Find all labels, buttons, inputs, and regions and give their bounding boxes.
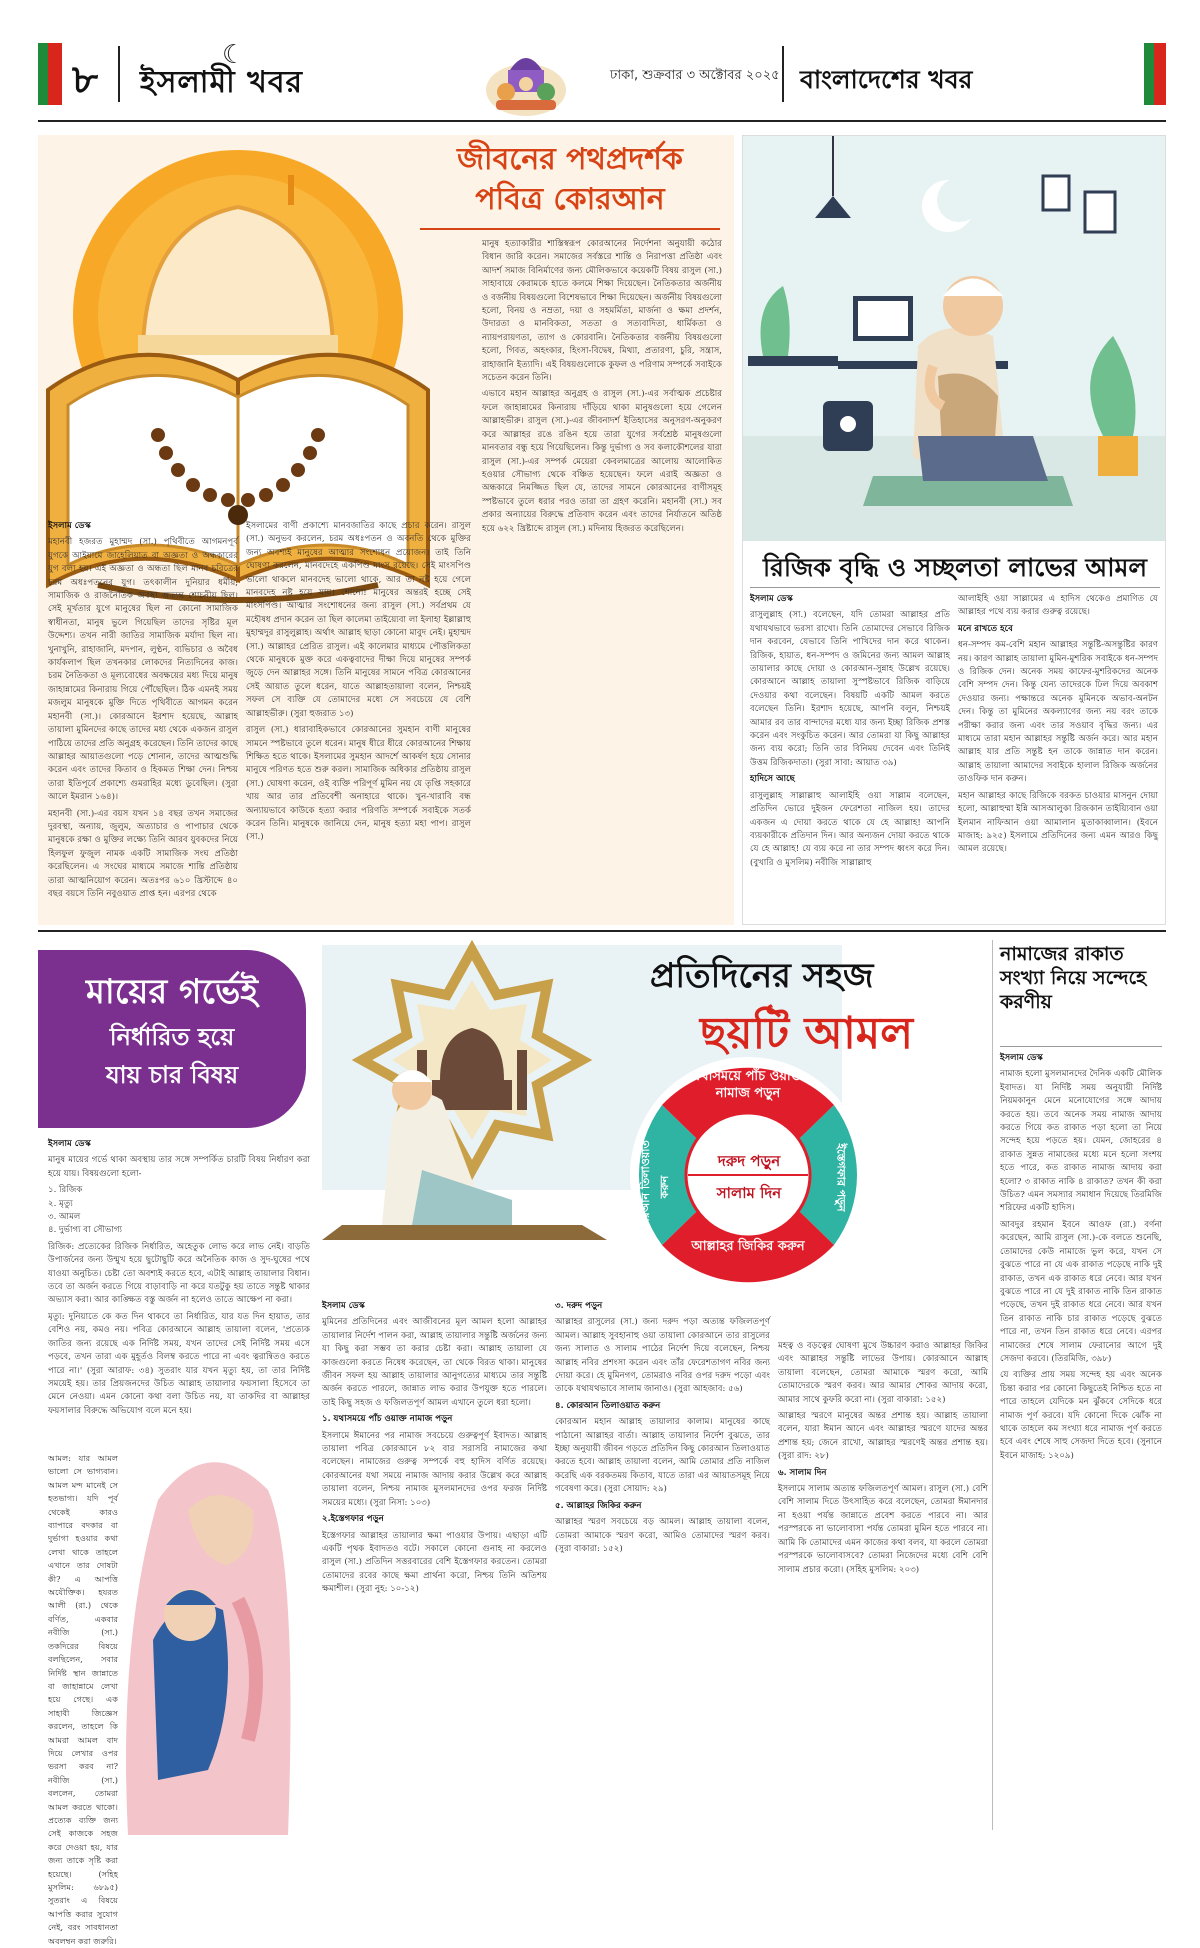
rizik-headline: রিজিক বৃদ্ধি ও সচ্ছলতা লাভের আমল [762, 553, 1148, 582]
daily-subhead: ১. যথাসময়ে পাঁচ ওয়াক্ত নামাজ পড়ুন [322, 1414, 453, 1425]
wheel-label-right: ইস্তেগফার পড়ুন [834, 1143, 848, 1212]
quran-headline-box [420, 140, 720, 230]
namaz-body [1000, 1052, 1162, 1832]
daily-subhead: ২.ইস্তেগফার পড়ুন [322, 1514, 384, 1525]
daily-col3 [778, 1340, 988, 1830]
quran-col2 [246, 520, 471, 918]
header-rule [38, 120, 1166, 122]
daily-col3-para: মহত্ব ও বড়ত্বের ঘোষণা মুখে উচ্চারণ করাও আল্লাহর জিকির এবং আল্লাহর সন্তুষ্টি লাভের উপায়। কোরআনে আল্লাহ তায়ালা বলেছেন, তোমরা আমাকে স্মরণ করো, আমি তোমাদেরকে স্মরণ করব। আর আমার শোকর আদায় করো, আমার সাথে কুফরি করো না। (সুরা বাকারা: ১৫২) [778, 1341, 988, 1405]
mother-para: মৃত্যু: দুনিয়াতে কে কত দিন থাকবে তা নির্ধারিত, যার যত দিন হায়াত, তার বেশিও নয়, কমও নয়। পবিত্র কোরআনে আল্লাহ তায়ালা বলেন, 'প্রত্যেক জাতির জন্য রয়েছে এক নির্দিষ্ট সময়, যখন তাদের সেই নির্দিষ্ট সময় এসে পড়বে, তখন তারা এক মুহূর্তও বিলম্ব করতে পারে না এবং ত্বরান্বিতও করতে পারে না।' (সুরা আরাফ: ৩৪) সুতরাং যার যখন মৃত্যু হয়, তা তার নির্দিষ্ট সময়েই হয়। তার প্রিয়জনদের উচিত আল্লাহ তায়ালার ফয়সালা হিসেবে তা মেনে নেওয়া। এমন কোনো কথা বলা উচিত নয়, যা তাকদির বা আল্লাহর ফয়সালার বিরুদ্ধে অভিযোগ বলে মনে হয়। [48, 1311, 310, 1416]
quran-col1-para: মহানবী হজরত মুহাম্মদ (সা.) পৃথিবীতে আগমনপূর্ব যুগকে আইয়ামে জাহেলিয়াত বা অজ্ঞতা ও অন্ধকারের যুগ বলা হয়। এই অজ্ঞতা ও অন্ধতা ছিল মানব চরিত্রের চরম অধঃপতনের যুগ। তৎকালীন দুনিয়ার ধর্মীয়, সামাজিক ও রাজনৈতিক অবস্থা অত্যন্ত শোচনীয় ছিল। সেই মূর্খতার যুগে মানুষের ছিল না কোনো সামাজিক স্বাধীনতা, মানুষ ভুলে গিয়েছিল তাদের সৃষ্টির মূল উদ্দেশ্য। তখন নারী জাতির সামাজিক মর্যাদা ছিল না। খুনাখুনি, রাহাজানি, মদপান, লুণ্ঠন, ব্যভিচার ও অবৈধ কার্যকলাপ ছিল তখনকার লোকদের নিত্যদিনের কাজ। চরম নৈতিকতা ও মূল্যবোধের অবক্ষয়ের মধ্য দিয়ে মানুষ জাহান্নামের কিনারায় গিয়ে পৌঁছেছিল। ঠিক এমনই সময় মজলুম মানুষকে মুক্তি দিতে পৃথিবীতে আগমন করেন মহানবী (সা.)। কোরআনে ইরশাদ হয়েছে, আল্লাহ তায়ালা মুমিনদের কাছে তাদের মধ্য থেকে একজন রাসুল পাঠিয়ে তাদের প্রতি অনুগ্রহ করেছেন। তিনি তাদের কাছে আল্লাহর আয়াতগুলো পড়ে শোনান, তাদের আত্মশুদ্ধি করেন এবং তাদের কিতাব ও হিকমত শিক্ষা দেন। নিশ্চয় তারা ইতিপূর্বে প্রকাশ্যে গুমরাহির মধ্যে ডুবেছিল। (সুরা আলে ইমরান ১৬৪)। [48, 537, 238, 803]
daily-col1-para: মুমিনের প্রতিদিনের এবং আজীবনের মূল আমল হলো আল্লাহর তায়ালার নির্দেশ পালন করা, আল্লাহ তায়ালার সন্তুষ্টি অর্জনের জন্য যা কিছু করা সম্ভব তা করার চেষ্টা করা। আল্লাহ তায়ালা যে কাজগুলো করতে নিষেধ করেছেন, তা থেকে বিরত থাকা। মানুষের জীবন সফল হয় আল্লাহ তায়ালার আনুগত্যের মাধ্যমে তার সন্তুষ্টি অর্জন করতে পারলে, জান্নাত লাভ করার উপযুক্ত হতে পারলে। তাই কিছু সহজ ও ফজিলতপূর্ণ আমল এখানে তুলে ধরা হলো। [322, 1317, 547, 1408]
wheel-label-center-bottom: সালাম দিন [716, 1184, 782, 1202]
daily-subhead: ৬. সালাম দিন [778, 1467, 827, 1478]
wheel-label-left: কোরআন তিলাওয়াত করুন [639, 1140, 671, 1234]
daily-col2-para: আল্লাহর রাসুলের (সা.) জন্য দরুদ পড়া অত্যন্ত ফজিলতপূর্ণ আমল। আল্লাহ সুবহানাহু ওয়া তায়ালা কোরআনে তার রাসুলের জন্য সালাত ও সালাম পাঠের নির্দেশ দিয়ে বলেছেন, নিশ্চয় আল্লাহ নবির প্রশংসা করেন এবং তাঁর ফেরেশতাগণ নবির জন্য দোয়া করে। হে মুমিনগণ, তোমরাও নবির ওপর দরুদ পড়ো এবং তাকে যথাযথভাবে সালাম জানাও। (সুরা আহজাব: ৫৬) [555, 1317, 770, 1395]
mosque-prayer-illustration [322, 940, 622, 1240]
mother-headline-line2: নির্ধারিত হয়ে [109, 1022, 235, 1051]
header-divider-right [782, 46, 784, 102]
quran-col1 [48, 520, 238, 918]
mother-body-top [48, 1138, 310, 1450]
quran-byline: ইসলাম ডেস্ক [48, 521, 91, 531]
quran-col3-para: এভাবে মহান আল্লাহর অনুগ্রহ ও রাসুল (সা.)-এর সর্বাত্মক প্রচেষ্টার ফলে জাহান্নামের কিনারায় দাঁড়িয়ে থাকা মানুষগুলো হয়ে গেলেন আল্লাহভীরু। রাসুল (সা.)-এর জীবনাদর্শ ইতিহাসের অনুসরণ-অনুকরণ করে আল্লাহর রঙে রঙিন হয়ে তারা যুগের সর্বশ্রেষ্ঠ মানুষগুলো মানবতার বন্ধু হয়ে গিয়েছিলেন। কিন্তু দুর্ভাগ্য ও সব কলাকৌশলের যারা রাসুল (সা.)-এর সম্পর্ক মেয়েরা কেবলমাত্রের আলোয় আলোকিত হওয়ার সৌভাগ্য থেকে বঞ্চিত হয়েছেন। ফলে এরাই অজ্ঞতা ও অন্ধকারে নিমজ্জিত ছিল যে, তাদের সামনে কোরআনের বাণীসমূহ স্পষ্টভাবে তুলে ধরার পরও তারা তা গ্রহণ করেনি। মহানবী (সা.) সব প্রকার অন্যায়ের বিরুদ্ধে প্রতিবাদ করেন এবং তাদের নির্যাতনে অতিষ্ঠ হয়ে ৬২২ খ্রিষ্টাব্দে রাসুল (সা.) মদিনায় হিজরত করেছিলেন। [482, 389, 722, 534]
daily-col2 [555, 1300, 770, 1830]
wheel-label-top: যথাসময়ে পাঁচ ওয়াক্ত নামাজ পড়ুন [692, 1069, 804, 1101]
section-name: বাংলাদেশের খবর [800, 65, 973, 94]
section-divider [38, 930, 1166, 932]
mother-headline-line1: মায়ের গর্ভেই [86, 972, 258, 1012]
wheel-label-bottom: আল্লাহর জিকির করুন [691, 1239, 805, 1254]
rizik-col1-para: রাসুলুল্লাহ সাল্লাল্লাহু আলাইহি ওয়া সাল্লাম বলেছেন, প্রতিদিন ভোরে দুইজন ফেরেশতা নাজিল হয়। তাদের একজন এ দোয়া করতে থাকে যে হে আল্লাহ! আপনি ব্যয়কারীকে প্রতিদান দিন। আর অন্যজন দোয়া করতে থাকে যে হে আল্লাহ! যে ব্যয় করে না তার সম্পদ ধ্বংস করে দিন। (বুখারি ও মুসলিম) নবীজি সাল্লাল্লাহু [750, 790, 950, 868]
rizik-col2 [958, 593, 1158, 923]
daily-col1-para: ইসলামে ঈমানের পর নামাজ সবচেয়ে গুরুত্বপূর্ণ ইবাদত। আল্লাহ তায়ালা পবিত্র কোরআনে ৮২ বার সরাসরি নামাজের কথা বলেছেন। নামাজের গুরুত্ব সম্পর্কে বহু হাদিস বর্ণিত রয়েছে। কোরআনের যথা সময়ে নামাজ আদায় করার উল্লেখ করে আল্লাহ তায়ালা বলেন, নিশ্চয় নামাজ মুসলমানদের ওপর ফরজ নির্দিষ্ট সময়ের মধ্যে। (সুরা নিসা: ১০৩) [322, 1430, 547, 1508]
daily-headline-line1: প্রতিদিনের সহজ [650, 956, 874, 996]
mother-body-bottom [48, 1452, 118, 1946]
mother-list-item: ৪. দুর্ভাগ্য বা সৌভাগ্য [48, 1225, 122, 1236]
quran-col3 [482, 238, 722, 918]
rizik-col2-para: মহান আল্লাহর কাছে রিজিকে বরকত চাওয়ার মাসনুন দোয়া হলো, আল্লাহুম্মা ইন্নি আসআলুকা রিজকান তাইয়্যিবান ওয়া ইলমান নাফিআন ওয়া আমালান মুতাকাব্বালান। (ইবনে মাজাহ: ৯২৫) ইসলামে প্রতিদিনের জন্য এমন আরও কিছু আমল রয়েছে। [958, 790, 1158, 855]
rizik-col2-para: ধন-সম্পদ কম-বেশি মহান আল্লাহর সন্তুষ্টি-অসন্তুষ্টির কারণ নয়। কারণ আল্লাহ তায়ালা মুমিন-মুশরিক সবাইকে ধন-সম্পদ ও রিজিক দেন। অনেক সময় কাফের-মুশরিকদের অনেক বেশি সম্পদ দেন। কিন্তু যেন্য তাদেরকে ঢিল দিয়ে অবকাশ দেওয়ার জন্য। পক্ষান্তরে অনেক মুমিনকে অভাব-অনটন দেন। কিন্তু তা মুমিনের অকল্যাণের জন্য নয় বরং তাকে পরীক্ষা করার জন্য এবং তার সওয়াব বৃদ্ধির জন্য। এর মাধ্যমে তারা মহান আল্লাহর সন্তুষ্টি অর্জন করে। আর মহান আল্লাহ যার প্রতি সন্তুষ্ট হন তাকে জান্নাত দান করেন। আল্লাহ তায়ালা আমাদের সবাইকে হালাল রিজিক অর্জনের তাওফিক দান করুন। [958, 640, 1158, 785]
quran-col2-para: রাসুল (সা.) ধারাবাহিকভাবে কোরআনের সুমহান বাণী মানুষের সামনে স্পষ্টভাবে তুলে ধরেন। মানুষ ধীরে ধীরে কোরআনের শিক্ষায় শিক্ষিত হতে থাকে। ইসলামের সুমহান আদর্শে আকর্ষণ হয়ে সোনার মানুষে পরিণত হতে শুরু করল। সামাজিক অধিকার প্রতিষ্ঠায় রাসুল (সা.) ঘোষণা করেন, ওই ব্যক্তি পরিপূর্ণ মুমিন নয় যে তৃপ্তি সহকারে খায় আর তার প্রতিবেশী অনাহারে থাকে। খুন-খারাবি বন্ধ অন্যায়ভাবে কাউকে হত্যা করার পরিণতি সম্পর্কে সবাইকে সতর্ক করেন তিনি। মানুষকে জানিয়ে দেন, মানুষ হত্যা মহা পাপ। রাসুল (সা.) [246, 725, 471, 843]
quran-col3-para: মানুষ হত্যাকারীর শাস্তিস্বরূপ কোরআনের নির্দেশনা অনুযায়ী কঠোর বিধান জারি করেন। সমাজের সর্বস্তরে শান্তি ও নিরাপত্তা প্রতিষ্ঠা এবং আদর্শ সমাজ বিনির্মাণের জন্য মৌলিকভাবে কয়েকটি বিষয় রাসুল (সা.) সাহাবায়ে কেরামকে হাতে কলমে শিক্ষা দিয়েছেন। নৈতিকতার অর্জনীয় ও বর্জনীয় বিষয়গুলো বিশেষভাবে শিক্ষা দিয়েছেন। অর্জনীয় বিষয়গুলো হলো, বিনয় ও নম্রতা, দয়া ও সহমর্মিতা, মার্জনা ও ক্ষমা প্রদর্শন, উদারতা ও মানবিকতা, সততা ও সত্যবাদিতা, ধার্মিকতা ও ন্যায়পরায়ণতা, ত্যাগ ও কোরবানি। নৈতিকতার বর্জনীয় বিষয়গুলো হলো, গিবত, অহংকার, হিংসা-বিদ্বেষ, মিথ্যা, প্রতারণা, চুরি, সন্ত্রাস, রাহাজানি ইত্যাদি। এই বিষয়গুলোকে কুফল ও পরিণাম সম্পর্কে সবাইকে সচেতন করেন তিনি। [482, 239, 722, 384]
header-right-green-bar [1144, 43, 1154, 105]
mother-para: রিজিক: প্রত্যেকের রিজিক নির্ধারিত, অহেতুক লোভ করে লাভ নেই। বাড়তি উপার্জনের জন্য উন্মুখ হয়ে ছুটোছুটি করে অনৈতিক কাজ ও সুদ-ঘুষের পথে যাওয়া অনুচিত। চেষ্টা তো অবশ্যই করতে হবে, এটাই আল্লাহ তায়ালার বিধান। তবে তা অর্জন করতে গিয়ে বাড়াবাড়ি না করে যতটুকু হয় তাতে সন্তুষ্ট থাকার অভ্যাস করা। আর কাঙ্ক্ষিত বস্তু অর্জন না হলেও তাতে আক্ষেপ না করা। [48, 1241, 310, 1306]
daily-col1-para: ইস্তেগফার আল্লাহর তায়ালার ক্ষমা পাওয়ার উপায়। এছাড়া এটি একটি পৃথক ইবাদতও বটে। সকালে কোনো গুনাহ না করলেও রাসুল (সা.) প্রতিদিন সত্তরবারের বেশি ইস্তেগফার করতেন। তোমরা তোমাদের রবের কাছে ক্ষমা প্রার্থনা করো, নিশ্চয় তিনি অতিশয় ক্ষমাশীল। (সুরা নুহ: ১০-১২) [322, 1530, 547, 1595]
namaz-para: যে ব্যক্তির প্রায় সময় সন্দেহ হয় এবং অনেক চিন্তা করার পর কোনো কিছুতেই নিশ্চিত হতে না পারে তাহলে যেদিকে মন ঝুঁকবে সেদিকে ধরে নামাজ পূর্ণ করবে। যদি কোনো দিকে ঝোঁক না থাকে তাহলে কম সংখ্যা ধরে নামাজ পূর্ণ করতে হবে এবং শেষে সাহু সেজদা দিতে হবে। (সুনানে ইবনে মাজাহ: ১২০৯) [1000, 1370, 1162, 1461]
quran-col2-para: ইসলামের বাণী প্রকাশ্যে মানবজাতির কাছে প্রচার করেন। রাসুল (সা.) অনুভব করলেন, চরম অধঃপতন ও অবনতি থেকে মুক্তির জন্য অবশ্যই মানুষের আত্মার সংশোধন প্রয়োজন। তাই তিনি ঘোষণা করলেন, মানবদেহে একপিণ্ড মাংস রয়েছে। সেই মাংসপিণ্ড ভালো থাকলে মানবদেহ ভালো থাকে, আর তা নষ্ট হয়ে গেলে মানবদেহ নষ্ট হয়ে যায়। শোনো! মানুষের অন্তরই হচ্ছে সেই মাংসপিণ্ড। আত্মার সংশোধনের জন্য রাসুল (সা.) সর্বপ্রথম যে মহৌষধ প্রদান করেন তা ছিল কালেমা তাইয়্যেবা লা ইলাহা ইল্লাল্লাহু মুহাম্মদুর রাসুলুল্লাহ। অর্থাৎ আল্লাহ ছাড়া কোনো মাবুদ নেই। মুহাম্মদ (সা.) আল্লাহর প্রেরিত রাসুল। এই কালেমার মাধ্যমে পৌত্তলিকতা থেকে মানুষকে মুক্ত করে একত্ববাদের দীক্ষা দিয়ে মানুষের সম্পর্ক জুড়ে দেন আল্লাহর সঙ্গে। তিনি মানুষের সামনে পবিত্র কোরআনের সেই আয়াত তুলে ধরেন, যাতে আল্লাহতায়ালা বলেন, নিশ্চয়ই সফল সে ব্যক্তি যে তোমাদের মধ্যে সে সবচেয়ে যে বেশি আল্লাহভীরু। (সুরা হুজরাত ১৩) [246, 521, 471, 719]
daily-headline-line2: ছয়টি আমল [700, 1008, 914, 1059]
mother-list-item: ২. মৃত্যু [48, 1198, 73, 1209]
header-left-red-bar [48, 43, 62, 105]
mother-list-item: ৩. আমল [48, 1212, 81, 1223]
prayer-man-illustration [743, 136, 1165, 541]
namaz-divider [992, 940, 993, 1830]
namaz-para: আবদুর রহমান ইবনে আওফ (রা.) বর্ণনা করেছেন, আমি রাসুল (সা.)-কে বলতে শুনেছি, তোমাদের কেউ নামাজে ভুল করে, যখন সে বুঝতে পারে না যে এক রাকাত পড়েছে নাকি দুই রাকাত, তখন এক রাকাত ধরে নেবে। আর যখন বুঝতে পারে না যে দুই রাকাত নাকি তিন রাকাত পড়েছে, তখন দুই রাকাত ধরে নেবে। আর যখন তিন রাকাত নাকি চার রাকাত পড়েছে বুঝতে পারে না, তখন তিন রাকাত ধরে নেবে। এরপর নামাজের শেষে সালাম ফেরানোর আগে দুই সেজদা করবে। (তিরমিজি, ৩৯৮) [1000, 1219, 1162, 1364]
daily-subhead: ৩. দরুদ পড়ুন [555, 1301, 603, 1311]
rizik-col2-para: আলাইহি ওয়া সাল্লামের এ হাদিস থেকেও প্রমাণিত যে আল্লাহর পথে ব্যয় করার গুরুত্ব রয়েছে। [958, 594, 1158, 618]
daily-subhead: ৪. কোরআন তিলাওয়াত করুন [555, 1400, 661, 1411]
daily-col3-para: আল্লাহর স্মরণে মানুষের অন্তর প্রশান্ত হয়। আল্লাহ তায়ালা বলেন, যারা ঈমান আনে এবং আল্লাহর স্মরণে যাদের অন্তর প্রশান্ত হয়; জেনে রাখো, আল্লাহর স্মরণেই অন্তর প্রশান্ত হয়। (সুরা রাদ: ২৮) [778, 1411, 988, 1462]
rizik-col1 [750, 593, 950, 923]
daily-col3-para: ইসলামে সালাম অত্যন্ত ফজিলতপূর্ণ আমল। রাসুল (সা.) বেশি বেশি সালাম দিতে উৎসাহিত করে বলেছেন, তোমরা ঈমানদার না হওয়া পর্যন্ত জান্নাতে প্রবেশ করতে পারবে না। আর পরস্পরকে না ভালোবাসা পর্যন্ত তোমরা মুমিন হতে পারবে না। আমি কি তোমাদের এমন কাজের কথা বলব, যা করলে তোমরা পরস্পরকে ভালোবাসবে? তোমরা নিজেদের মধ্যে বেশি বেশি সালাম প্রচার করো। (সহিহ মুসলিম: ২০৩) [778, 1484, 988, 1575]
namaz-para: নামাজ হলো মুসলমানদের দৈনিক একটি মৌলিক ইবাদত। যা নির্দিষ্ট সময় অনুযায়ী নির্দিষ্ট নিয়মকানুন মেনে মনোযোগের সঙ্গে আদায় করতে হয়। তবে অনেক সময় নামাজ আদায় করতে গিয়ে কত রাকাত পড়া হলো তা নিয়ে সন্দেহ হয়ে পড়তে হয়। যেমন, জোহরের ৪ রাকাত সুন্নত নামাজের মধ্যে মনে হলো সংশয় হতে পারে, কত রাকাত নামাজ আদায় করা হলো? ৩ রাকাত নাকি ৪ রাকাত? তখন কী করা উচিত? এমন সমস্যার সমাধান দিয়েছে তিরমিজি শরিফের একটি হাদিস। [1000, 1069, 1162, 1214]
daily-subhead: ৫. আল্লাহর জিকির করুন [555, 1500, 642, 1511]
mother-child-illustration [118, 1440, 318, 1835]
wheel-label-center-top: দরুদ পড়ুন [717, 1152, 781, 1170]
header-left-green-bar [38, 43, 48, 105]
rizik-headline-rule [750, 587, 1160, 588]
daily-col1 [322, 1300, 547, 1830]
rizik-subhead: মনে রাখতে হবে [958, 623, 1013, 634]
daily-byline: ইসলাম ডেস্ক [322, 1301, 365, 1311]
crescent-icon: ☾ [222, 40, 246, 70]
daily-col2-para: আল্লাহর স্মরণ সবচেয়ে বড় আমল। আল্লাহ তায়ালা বলেন, তোমরা আমাকে স্মরণ করো, আমিও তোমাদের স্মরণ করব। (সুরা বাকারা: ১৫২) [555, 1517, 770, 1554]
quran-headline-line2: পবিত্র কোরআন [475, 182, 665, 217]
header-right-red-bar [1154, 43, 1166, 105]
header-divider [118, 46, 120, 102]
namaz-byline: ইসলাম ডেস্ক [1000, 1053, 1043, 1063]
mother-byline: ইসলাম ডেস্ক [48, 1139, 91, 1149]
namaz-headline-rule [1000, 1046, 1162, 1047]
rizik-subhead: হাদিসে আছে [750, 774, 795, 785]
quran-headline-rule [420, 228, 720, 230]
mother-headline-box [38, 950, 306, 1128]
mother-para: মানুষ মায়ের গর্ভে থাকা অবস্থায় তার সঙ্গে সম্পর্কিত চারটি বিষয় নির্ধারণ করা হয়ে যায়। বিষয়গুলো হলো- [48, 1155, 310, 1179]
mother-para: আমল: যার আমল ভালো সে ভাগ্যবান। আমল মন্দ মানেই সে হতভাগ্য। যদি পূর্ব থেকেই কারও ব্যাপারে বদকার বা দুর্ভাগা হওয়ার কথা লেখা থাকে তাহলে এখানে তার দোষটা কী? এ আপত্তি অযৌক্তিক। হযরত আলী (রা.) থেকে বর্ণিত, একবার নবীজি (সা.) তকদিরের বিষয়ে বলছিলেন, সবার নির্দিষ্ট স্থান জান্নাতে বা জাহান্নামে লেখা হয়ে গেছে। এক সাহাবী জিজ্ঞেস করলেন, তাহলে কি আমরা আমল বাদ দিয়ে লেখার ওপর ভরসা করব না? নবীজি (সা.) বললেন, তোমরা আমল করতে থাকো। প্রত্যেক ব্যক্তি জন্য সেই কাজকে সহজ করে দেওয়া হয়, যার জন্য তাকে সৃষ্টি করা হয়েছে। (সহিহ মুসলিম: ৬৮৯৫) সুতরাং এ বিষয়ে আপত্তি করার সুযোগ নেই, বরং সাবধানতা অবলম্বন করা জরুরি। [48, 1453, 118, 1946]
mother-headline-line3: যায় চার বিষয় [105, 1060, 239, 1089]
mother-list-item: ১. রিজিক [48, 1185, 83, 1196]
quran-col1-para: মহানবী (সা.)-এর বয়স যখন ১৪ বছর তখন সমাজের দুরবস্থা, অন্যায়, জুলুম, অত্যাচার ও পাপাচার থেকে মানুষকে রক্ষা ও মুক্তির লক্ষ্যে তিনি আরব যুবকদের নিয়ে হিলফুল ফুজুল নামক একটি সামাজিক সংঘ প্রতিষ্ঠা করেছিলেন। এ সংঘের মাধ্যমে সমাজে শান্তি প্রতিষ্ঠায় তারা আত্মনিয়োগ করেন। অতঃপর ৬১০ খ্রিস্টাব্দে ৪০ বছর বয়সে তিনি নবুওয়াত প্রাপ্ত হন। এরপর থেকে [48, 808, 238, 899]
dateline: ঢাকা, শুক্রবার ৩ অক্টোবর ২০২৫ [610, 68, 780, 83]
quran-headline-line1: জীবনের পথপ্রদর্শক [457, 142, 683, 177]
rizik-byline: ইসলাম ডেস্ক [750, 594, 793, 604]
header-logo [480, 40, 572, 120]
brand-title: ইসলামী খবর [140, 65, 304, 100]
daily-col2-para: কোরআন মহান আল্লাহ তায়ালার কালাম। মানুষের কাছে পাঠানো আল্লাহর বার্তা। আল্লাহ তায়ালার নির্দেশ বুঝতে, তার ইচ্ছা অনুযায়ী জীবন গড়তে প্রতিদিন কিছু কোরআন তিলাওয়াত করতে হবে। আল্লাহ তায়ালা বলেন, আমি তোমার প্রতি নাজিল করেছি এক বরকতময় কিতাব, যাতে তারা এর আয়াতসমূহ নিয়ে গবেষণা করে। (সুরা সোয়াদ: ২৯) [555, 1417, 770, 1495]
namaz-headline: নামাজের রাকাত সংখ্যা নিয়ে সন্দেহে করণীয় [1000, 943, 1147, 1013]
rizik-col1-para: রাসুলুল্লাহ (সা.) বলেছেন, যদি তোমরা আল্লাহর প্রতি যথাযথভাবে ভরসা রাখো। তিনি তোমাদের সেভাবে রিজিক দান করবেন, যেভাবে তিনি পাখিদের দান করে থাকেন। রিজিক, হায়াত, ধন-সম্পদ ও জমিনের জন্য আমল আল্লাহ তায়ালার কাছে দোয়া ও কোরআন-সুন্নাহ উল্লেখ রয়েছে। কোরআনে আল্লাহ তায়ালা সুস্পষ্টভাবে রিজিক বাড়িয়ে দেওয়ার কথা বলেছেন। বিষয়টি একটি আমল করতে বলেছেন তিনি। ইরশাদ হয়েছে, আপনি বলুন, নিশ্চয়ই আমার রব তার বান্দাদের মধ্যে যার জন্য ইচ্ছা রিজিক প্রশস্ত করেন এবং সংকুচিত করেন। আর তোমরা যা কিছু আল্লাহর জন্য ব্যয় করো; তিনি তার বিনিময় দেবেন এবং তিনিই উত্তম রিজিকদাতা। (সুরা সাবা: আয়াত ৩৯) [750, 610, 950, 768]
page-number: ৮ [72, 56, 98, 103]
